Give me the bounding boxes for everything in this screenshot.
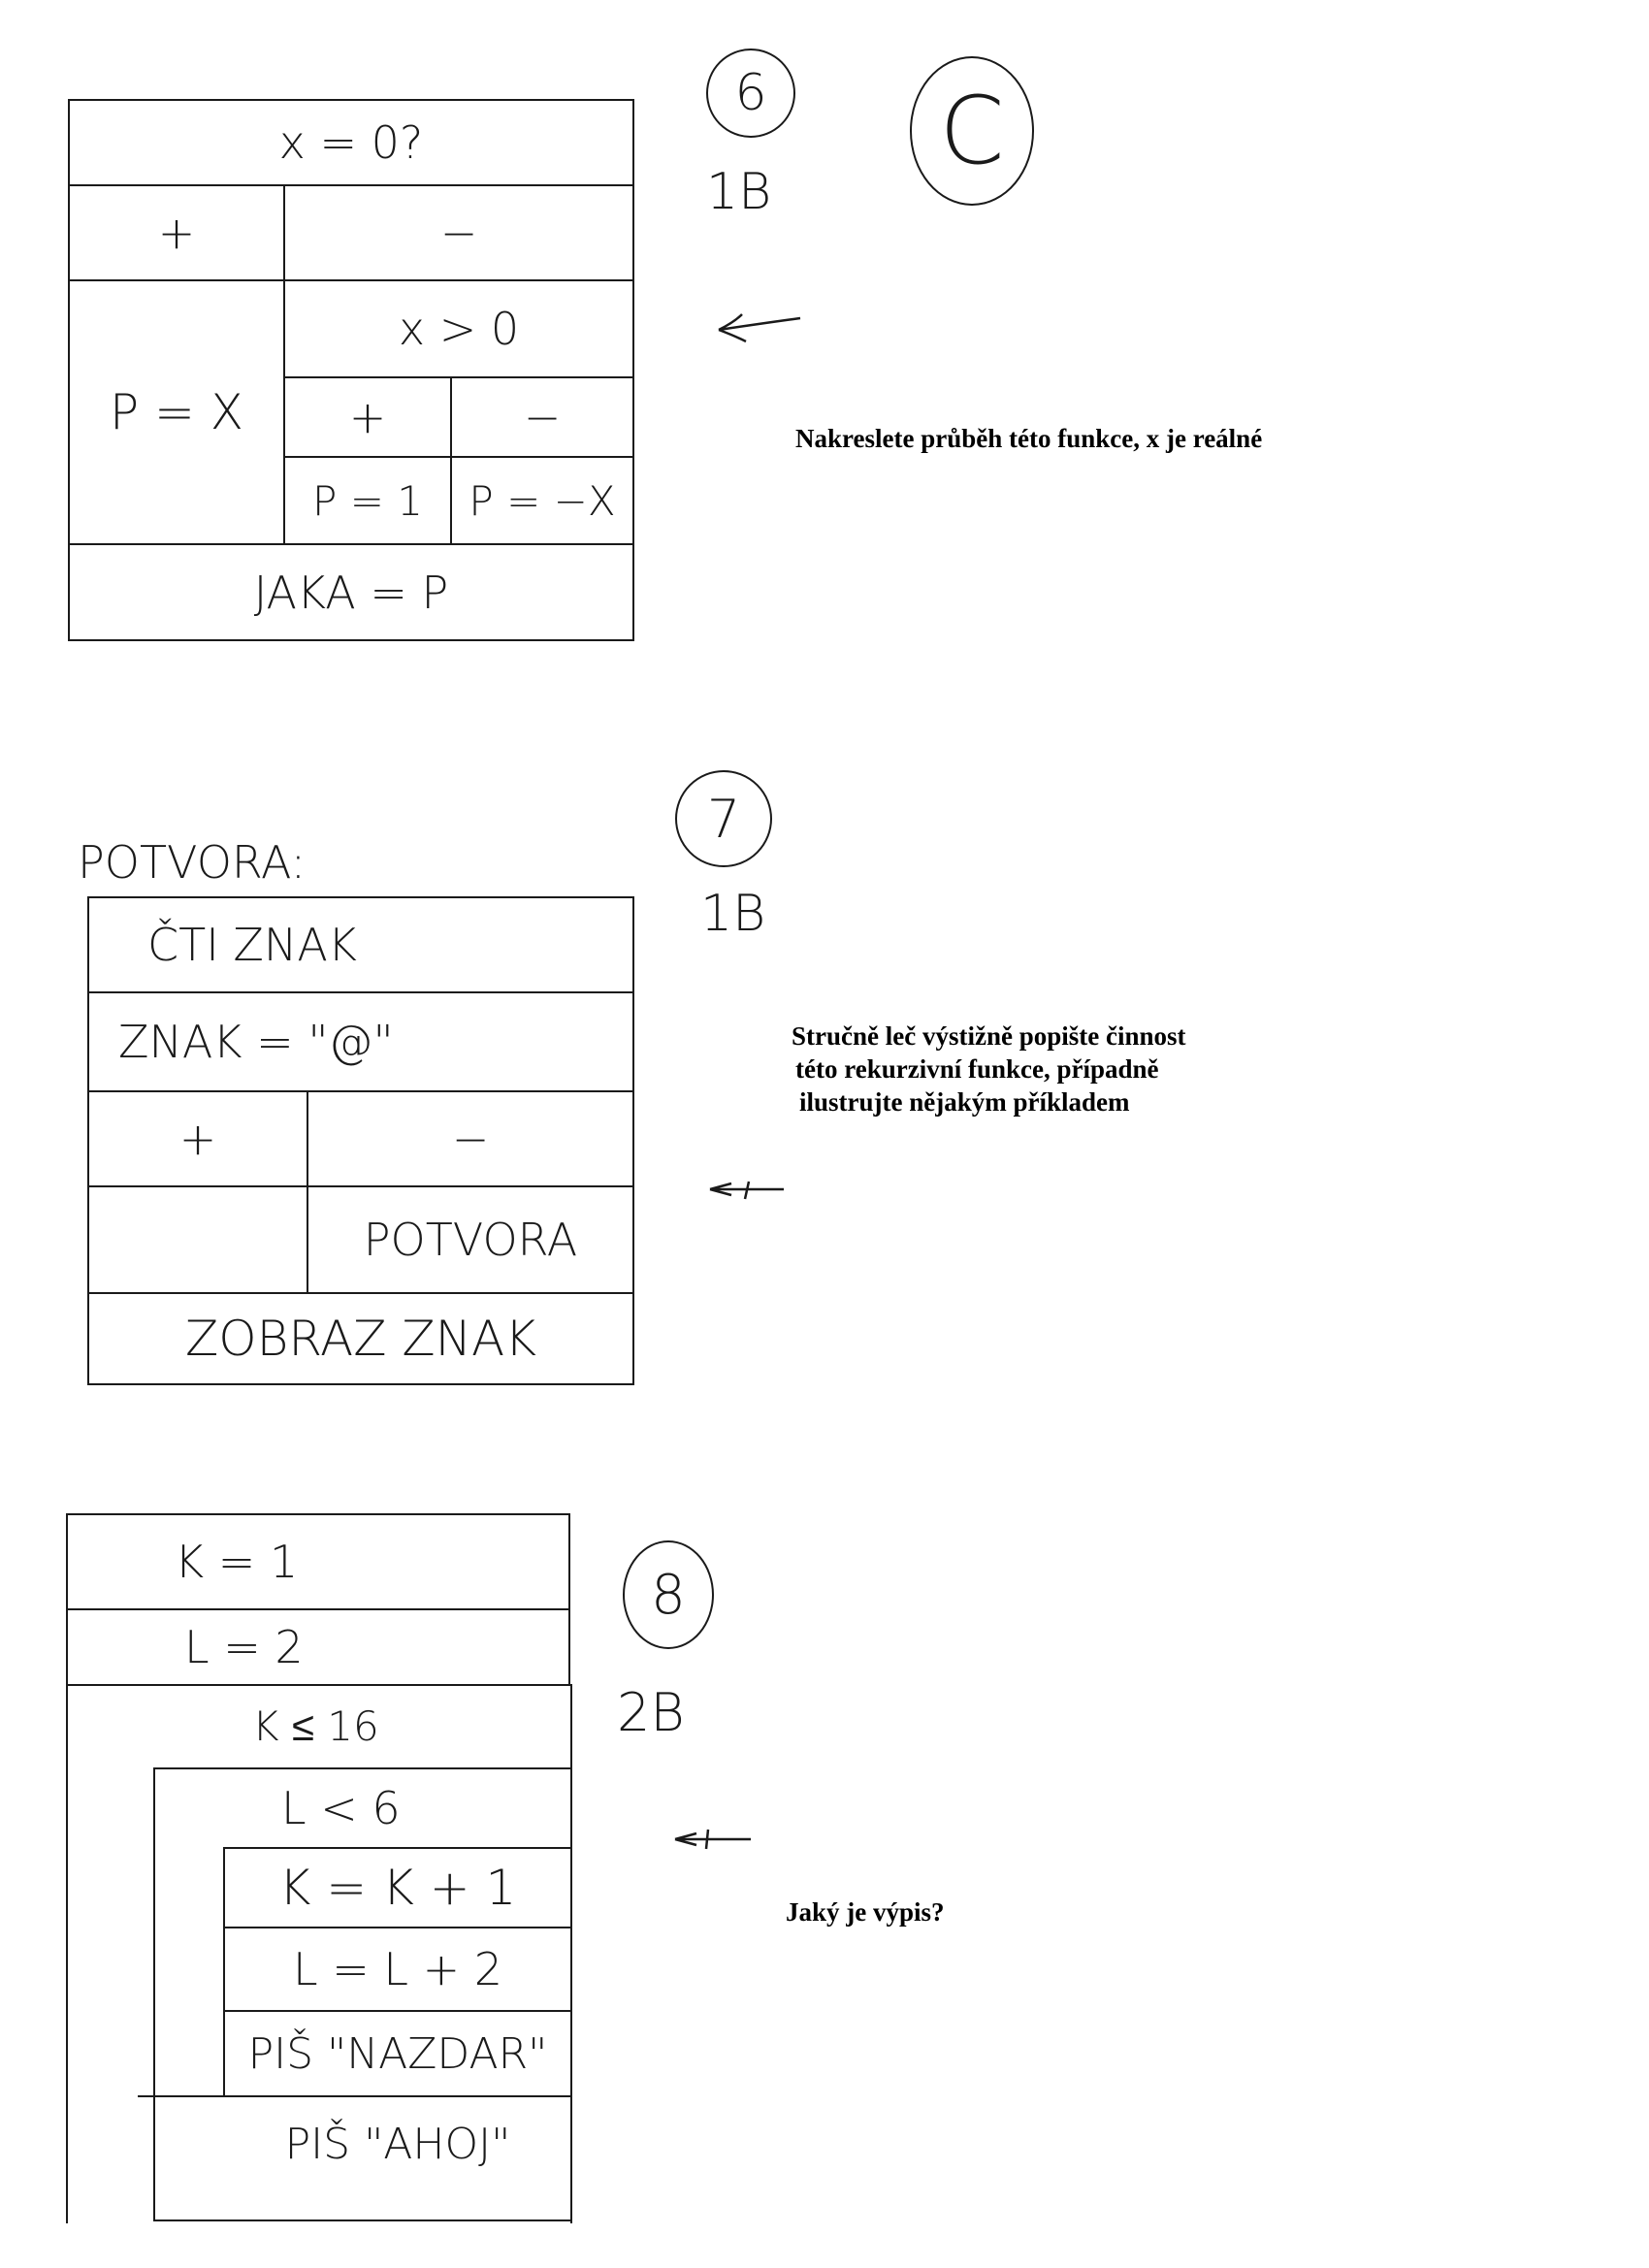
task7-no-action: POTVORA	[363, 1214, 578, 1266]
task7-read: ČTI ZNAK	[147, 919, 357, 971]
task8-inc-k: K = K + 1	[278, 1860, 517, 1916]
task7-number-circle	[675, 770, 772, 867]
task6-inner-no-sign: −	[523, 391, 562, 443]
task7-function-name: POTVORA:	[78, 836, 307, 889]
task8-arrow-icon	[671, 1826, 753, 1855]
task6-grade-circle	[910, 56, 1034, 206]
task6-diagram	[68, 99, 634, 641]
task6-inner-condition: x > 0	[398, 303, 520, 355]
task7-display: ZOBRAZ ZNAK	[184, 1311, 537, 1367]
task8-inc-l: L = L + 2	[292, 1943, 503, 1995]
task7-question-line2: této rekurzivní funkce, případně	[795, 1054, 1159, 1084]
task8-init-k: K = 1	[175, 1536, 299, 1588]
task6-result: JAKA = P	[253, 566, 449, 619]
task8-diagram	[60, 1513, 584, 2223]
task7-diagram	[87, 896, 634, 1385]
task6-points: 1B	[706, 163, 772, 221]
task6-inner-yes-action: P = 1	[312, 476, 423, 525]
task7-condition: ZNAK = "@"	[118, 1016, 394, 1068]
task6-condition: x = 0?	[278, 116, 424, 169]
task8-init-l: L = 2	[184, 1621, 304, 1673]
task8-number: 8	[651, 1563, 686, 1627]
task7-no-sign: −	[451, 1113, 490, 1165]
task6-no-sign: −	[439, 207, 478, 259]
task7-points: 1B	[700, 885, 766, 943]
task8-print-nazdar: PIŠ "NAZDAR"	[247, 2028, 548, 2079]
task7-yes-sign: +	[178, 1113, 217, 1165]
task6-yes-sign: +	[157, 207, 196, 259]
task6-yes-action: P = X	[109, 384, 244, 440]
task6-number: 6	[734, 64, 767, 122]
task6-inner-yes-sign: +	[348, 391, 387, 443]
task8-points: 2B	[617, 1682, 685, 1743]
task8-inner-loop: L < 6	[281, 1782, 401, 1834]
task8-print-ahoj: PIŠ "AHOJ"	[284, 2119, 511, 2169]
task7-question-line3: ilustrujte nějakým příkladem	[799, 1087, 1130, 1117]
task8-number-circle	[623, 1540, 714, 1649]
task6-inner-no-action: P = −X	[469, 476, 616, 525]
task8-question: Jaký je výpis?	[786, 1897, 945, 1927]
task6-grade: C	[939, 77, 1005, 185]
task6-number-circle	[706, 49, 795, 138]
task6-arrow-icon	[713, 308, 802, 347]
task7-number: 7	[706, 788, 741, 850]
task8-outer-loop: K ≤ 16	[252, 1701, 379, 1750]
task6-question: Nakreslete průběh této funkce, x je reálné	[795, 424, 1263, 453]
task7-question-line1: Stručně leč výstižně popište činnost	[792, 1021, 1186, 1051]
task7-arrow-icon	[706, 1176, 786, 1205]
